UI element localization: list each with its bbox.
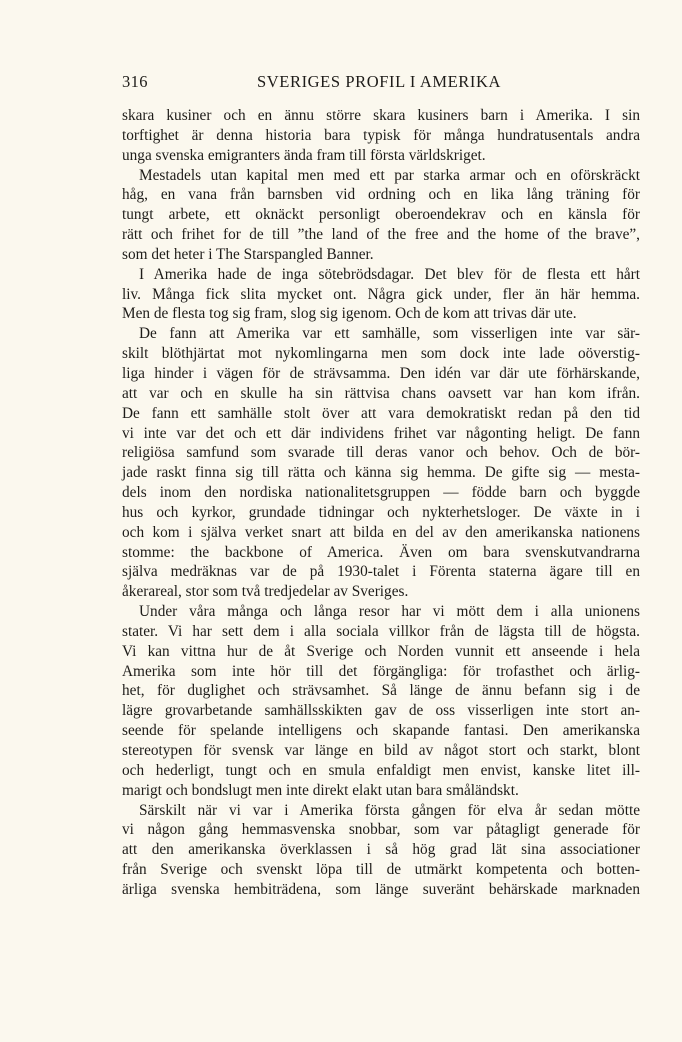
text-line: Särskilt när vi var i Amerika första gången för elva år sedan mötte bbox=[139, 801, 640, 819]
text-line: stomme: the backbone of America. Även om bara svenskutvandrarna bbox=[122, 543, 640, 561]
text-line: dels inom den nordiska nationalitetsgruppen — födde barn och byggde bbox=[122, 484, 640, 502]
text-line: tungt arbete, ett oknäckt personligt oberoendekrav och en känsla för bbox=[122, 206, 640, 224]
paragraph bbox=[122, 166, 640, 265]
paragraph bbox=[122, 265, 640, 325]
text-line: själva medräknas var de på 1930-talet i Förenta staterna ägare till en bbox=[122, 563, 640, 581]
text-line: rätt och frihet for de till ”the land of the free and the home of the brave”, bbox=[122, 226, 640, 244]
text-line: håg, en vana från barnsben vid ordning och en lika lång träning för bbox=[122, 186, 640, 204]
text-line: torftighet är denna historia bara typisk för många hundratusentals andra bbox=[122, 126, 640, 144]
text-line: från Sverige och svenskt löpa till de utmärkt kompetenta och botten- bbox=[122, 861, 640, 879]
text-line: unga svenska emigranters ända fram till första världskriget. bbox=[122, 146, 486, 164]
text-line: att var och en skulle ha sin rättvisa chans oavsett var han kom ifrån. bbox=[122, 384, 640, 402]
running-header bbox=[122, 72, 640, 94]
text-line: I Amerika hade de inga sötebrödsdagar. Det blev för de flesta ett hårt bbox=[139, 265, 640, 283]
text-line: skilt blöthjärtat mot nykomlingarna men som dock inte lade oöverstig- bbox=[122, 345, 640, 363]
text-line: Amerika som inte hör till det förgängliga: för trofasthet och ärlig- bbox=[122, 662, 640, 680]
text-line: Mestadels utan kapital men med ett par starka armar och en oförskräckt bbox=[139, 166, 640, 184]
text-line: religiösa samfund som svarade till deras vanor och behov. Och de bör- bbox=[122, 444, 640, 462]
text-line: De fann att Amerika var ett samhälle, som visserligen inte var sär- bbox=[139, 325, 640, 343]
text-line: åkerareal, stor som två tredjedelar av Sveriges. bbox=[122, 583, 409, 601]
paragraph bbox=[122, 324, 640, 602]
text-line: liga hinder i vägen för de strävsamma. Den idén var där ute förhärskande, bbox=[122, 364, 640, 382]
paragraph bbox=[122, 106, 640, 166]
text-line: ärliga svenska hembiträdena, som länge suveränt behärskade marknaden bbox=[122, 880, 640, 898]
text-line: och hederligt, tungt och en smula enfaldigt men envist, kanske litet ill- bbox=[122, 761, 640, 779]
text-line: skara kusiner och en ännu större skara kusiners barn i Amerika. I sin bbox=[122, 107, 640, 124]
text-line: som det heter i The Starspangled Banner. bbox=[122, 245, 374, 263]
paragraph bbox=[122, 602, 640, 800]
text-line: jade raskt finna sig till rätta och känna sig hemma. De gifte sig — mesta- bbox=[122, 464, 640, 482]
text-line: vi inte var det och ett där individens frihet var någonting heligt. De fann bbox=[122, 424, 640, 442]
text-line: Under våra många och långa resor har vi mött dem i alla unionens bbox=[139, 603, 640, 621]
text-line: liv. Många fick slita mycket ont. Några gick under, fler än här hemma. bbox=[122, 285, 640, 303]
text-line: stater. Vi har sett dem i alla sociala villkor från de lägsta till de högsta. bbox=[122, 622, 640, 640]
running-title: SVERIGES PROFIL I AMERIKA bbox=[257, 72, 502, 91]
text-line: vi någon gång hemmasvenska snobbar, som var påtagligt generade för bbox=[122, 821, 640, 839]
text-line: att den amerikanska överklassen i så hög grad lät sina associationer bbox=[122, 841, 640, 859]
text-line: Men de flesta tog sig fram, slog sig igenom. Och de kom att trivas där ute. bbox=[122, 305, 577, 323]
body-text bbox=[122, 106, 640, 900]
paragraph bbox=[122, 801, 640, 900]
text-line: och kom i själva verket snart att bilda en del av den amerikanska nationens bbox=[122, 523, 640, 541]
text-line: marigt och bondslugt men inte direkt elakt utan bara småländskt. bbox=[122, 781, 519, 799]
text-line: De fann ett samhälle stolt över att vara demokratiskt redan på den tid bbox=[122, 404, 640, 422]
text-line: hus och kyrkor, grundade tidningar och nykterhetsloger. De växte in i bbox=[122, 503, 640, 521]
text-line: seende för spelande intelligens och skapande fantasi. Den amerikanska bbox=[122, 722, 640, 740]
page-number: 316 bbox=[122, 72, 148, 91]
text-line: Vi kan vittna hur de åt Sverige och Norden vunnit ett anseende i hela bbox=[122, 642, 640, 660]
text-line: stereotypen för svensk var länge en bild av något stort och starkt, blont bbox=[122, 742, 640, 759]
text-line: het, för duglighet och strävsamhet. Så länge de ännu befann sig i de bbox=[122, 682, 640, 700]
text-line: lägre grovarbetande samhällsskikten gav de oss visserligen inte stort an- bbox=[122, 702, 640, 720]
